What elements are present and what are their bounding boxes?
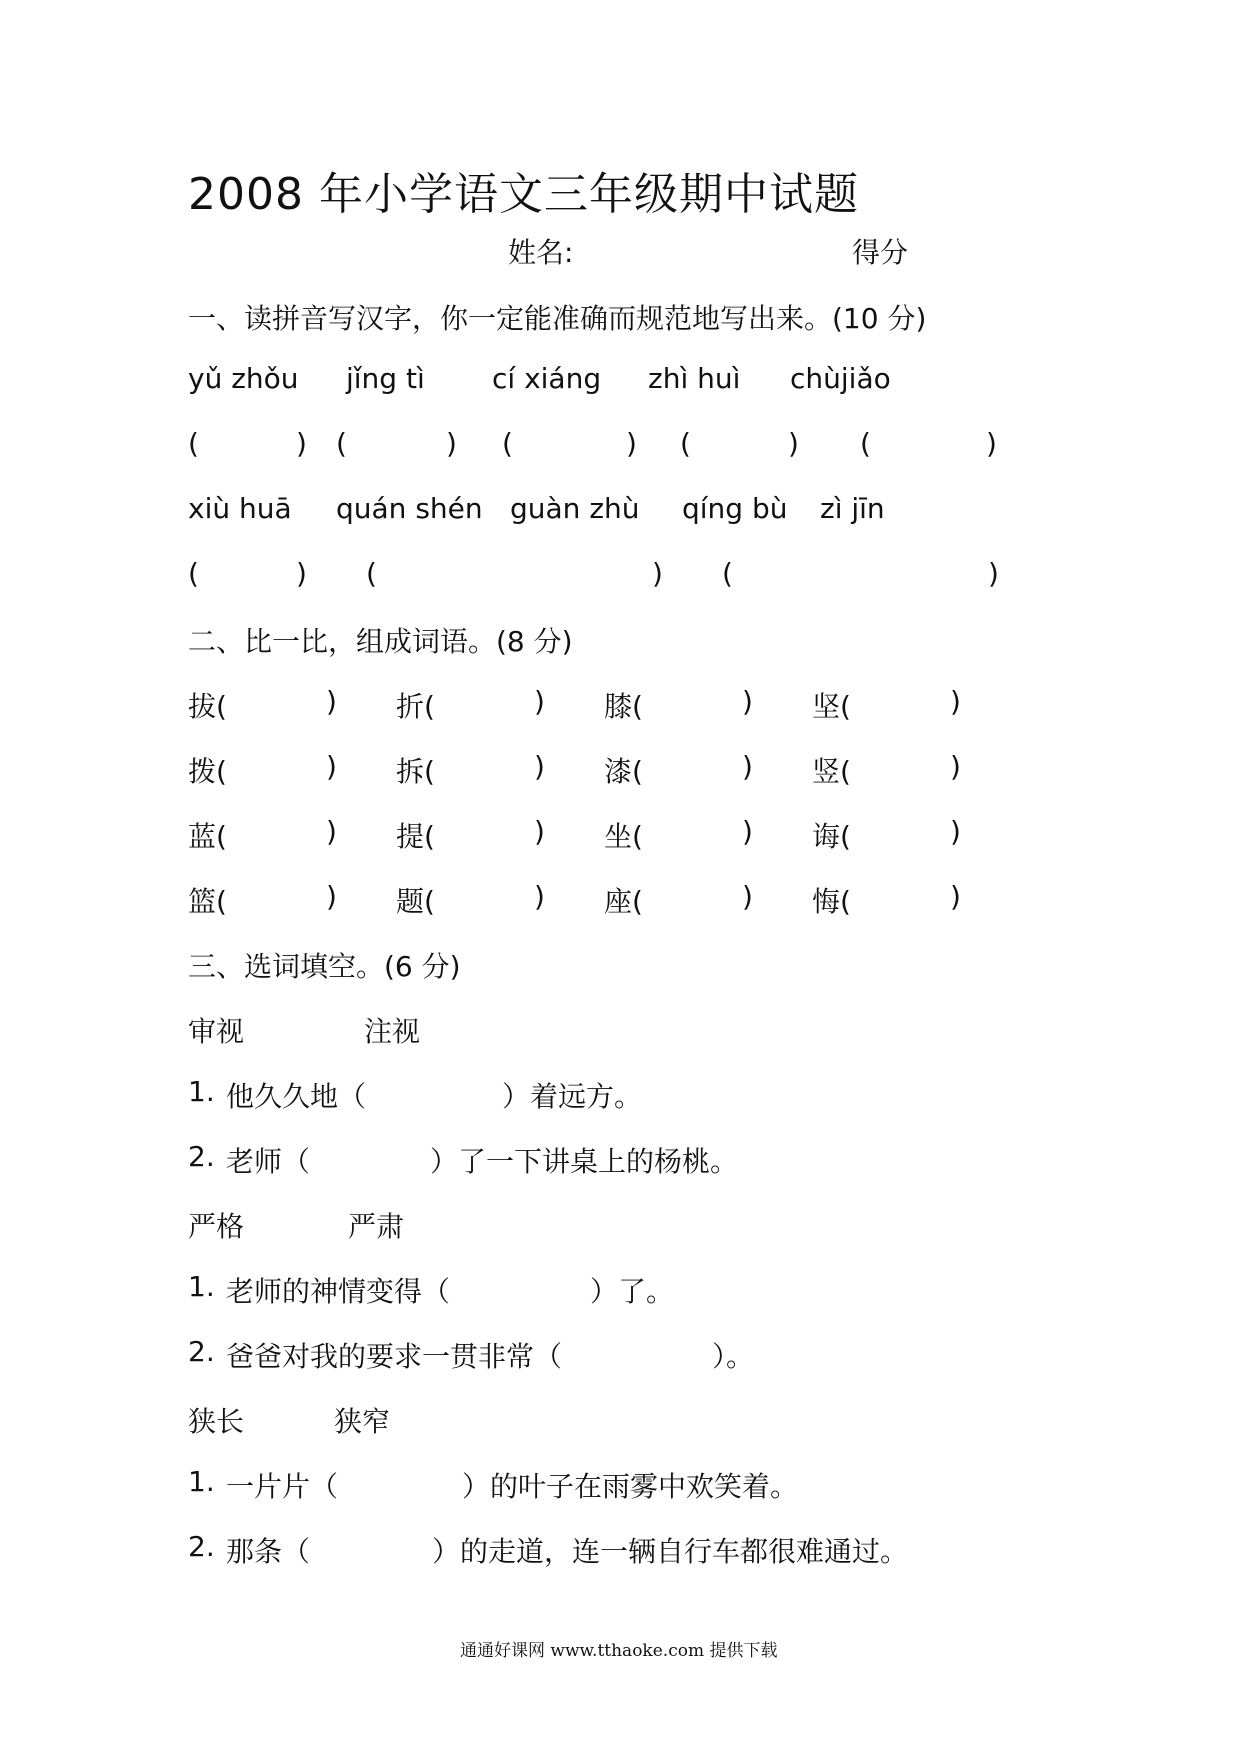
- char-item: 蓝(: [188, 820, 227, 853]
- question-text: ）的走道，连一辆自行车都很难通过。: [432, 1535, 909, 1568]
- close-paren: ): [296, 427, 307, 460]
- page-title: 2008 年小学语文三年级期中试题: [188, 169, 859, 220]
- question-number: 2.: [188, 1530, 215, 1563]
- pinyin-item: zhì huì: [648, 362, 741, 395]
- question-text: ）。: [712, 1340, 755, 1373]
- char-item: 提(: [396, 820, 435, 853]
- score-label: 得分: [852, 236, 909, 269]
- close-paren: ): [534, 685, 545, 718]
- close-paren: ): [446, 427, 457, 460]
- char-item: 拆(: [396, 755, 435, 788]
- question-number: 1.: [188, 1465, 215, 1498]
- close-paren: ): [652, 557, 663, 590]
- question-text: 老师（: [226, 1145, 311, 1178]
- question-text: ）着远方。: [502, 1080, 643, 1113]
- pinyin-item: qíng bù: [682, 492, 788, 525]
- pinyin-item: jǐng tì: [346, 362, 425, 395]
- footer-credit: 通通好课网 www.tthaoke.com 提供下载: [460, 1641, 778, 1661]
- word-choice: 狭窄: [334, 1405, 391, 1438]
- open-paren: (: [188, 427, 199, 460]
- char-item: 座(: [604, 885, 643, 918]
- open-paren: (: [336, 427, 347, 460]
- open-paren: (: [680, 427, 691, 460]
- open-paren: (: [188, 557, 199, 590]
- close-paren: ): [534, 815, 545, 848]
- close-paren: ): [950, 750, 961, 783]
- name-label: 姓名:: [508, 236, 574, 269]
- close-paren: ): [788, 427, 799, 460]
- word-choice: 严格: [188, 1210, 245, 1243]
- char-item: 坐(: [604, 820, 643, 853]
- char-item: 膝(: [604, 690, 643, 723]
- char-item: 诲(: [812, 820, 851, 853]
- close-paren: ): [988, 557, 999, 590]
- char-item: 拔(: [188, 690, 227, 723]
- word-choice: 严肃: [348, 1210, 405, 1243]
- section-2-heading: 二、比一比，组成词语。(8 分): [188, 625, 573, 658]
- close-paren: ): [742, 685, 753, 718]
- word-choice: 注视: [364, 1015, 421, 1048]
- close-paren: ): [950, 815, 961, 848]
- open-paren: (: [502, 427, 513, 460]
- pinyin-item: xiù huā: [188, 492, 292, 525]
- close-paren: ): [326, 685, 337, 718]
- close-paren: ): [326, 880, 337, 913]
- char-item: 坚(: [812, 690, 851, 723]
- question-text: ）的叶子在雨雾中欢笑着。: [462, 1470, 799, 1503]
- char-item: 拨(: [188, 755, 227, 788]
- open-paren: (: [722, 557, 733, 590]
- close-paren: ): [986, 427, 997, 460]
- close-paren: ): [950, 880, 961, 913]
- question-text: 他久久地（: [226, 1080, 367, 1113]
- close-paren: ): [534, 880, 545, 913]
- close-paren: ): [534, 750, 545, 783]
- question-text: ）了。: [590, 1275, 675, 1308]
- question-number: 2.: [188, 1140, 215, 1173]
- char-item: 折(: [396, 690, 435, 723]
- open-paren: (: [366, 557, 377, 590]
- question-text: 那条（: [226, 1535, 311, 1568]
- open-paren: (: [860, 427, 871, 460]
- close-paren: ): [742, 815, 753, 848]
- section-3-heading: 三、选词填空。(6 分): [188, 950, 461, 983]
- pinyin-item: yǔ zhǒu: [188, 362, 299, 395]
- char-item: 悔(: [812, 885, 851, 918]
- question-number: 1.: [188, 1270, 215, 1303]
- word-choice: 审视: [188, 1015, 245, 1048]
- close-paren: ): [626, 427, 637, 460]
- close-paren: ): [742, 880, 753, 913]
- question-number: 2.: [188, 1335, 215, 1368]
- char-item: 题(: [396, 885, 435, 918]
- question-text: ）了一下讲桌上的杨桃。: [430, 1145, 739, 1178]
- pinyin-item: cí xiáng: [492, 362, 602, 395]
- close-paren: ): [326, 815, 337, 848]
- pinyin-item: zì jīn: [820, 492, 885, 525]
- question-text: 爸爸对我的要求一贯非常（: [226, 1340, 563, 1373]
- pinyin-item: guàn zhù: [510, 492, 640, 525]
- close-paren: ): [326, 750, 337, 783]
- section-1-heading: 一、读拼音写汉字，你一定能准确而规范地写出来。(10 分): [188, 302, 927, 335]
- char-item: 竖(: [812, 755, 851, 788]
- char-item: 漆(: [604, 755, 643, 788]
- close-paren: ): [950, 685, 961, 718]
- question-text: 一片片（: [226, 1470, 339, 1503]
- pinyin-item: chùjiǎo: [790, 362, 891, 395]
- word-choice: 狭长: [188, 1405, 245, 1438]
- close-paren: ): [742, 750, 753, 783]
- char-item: 篮(: [188, 885, 227, 918]
- pinyin-item: quán shén: [336, 492, 483, 525]
- close-paren: ): [296, 557, 307, 590]
- question-text: 老师的神情变得（: [226, 1275, 451, 1308]
- question-number: 1.: [188, 1075, 215, 1108]
